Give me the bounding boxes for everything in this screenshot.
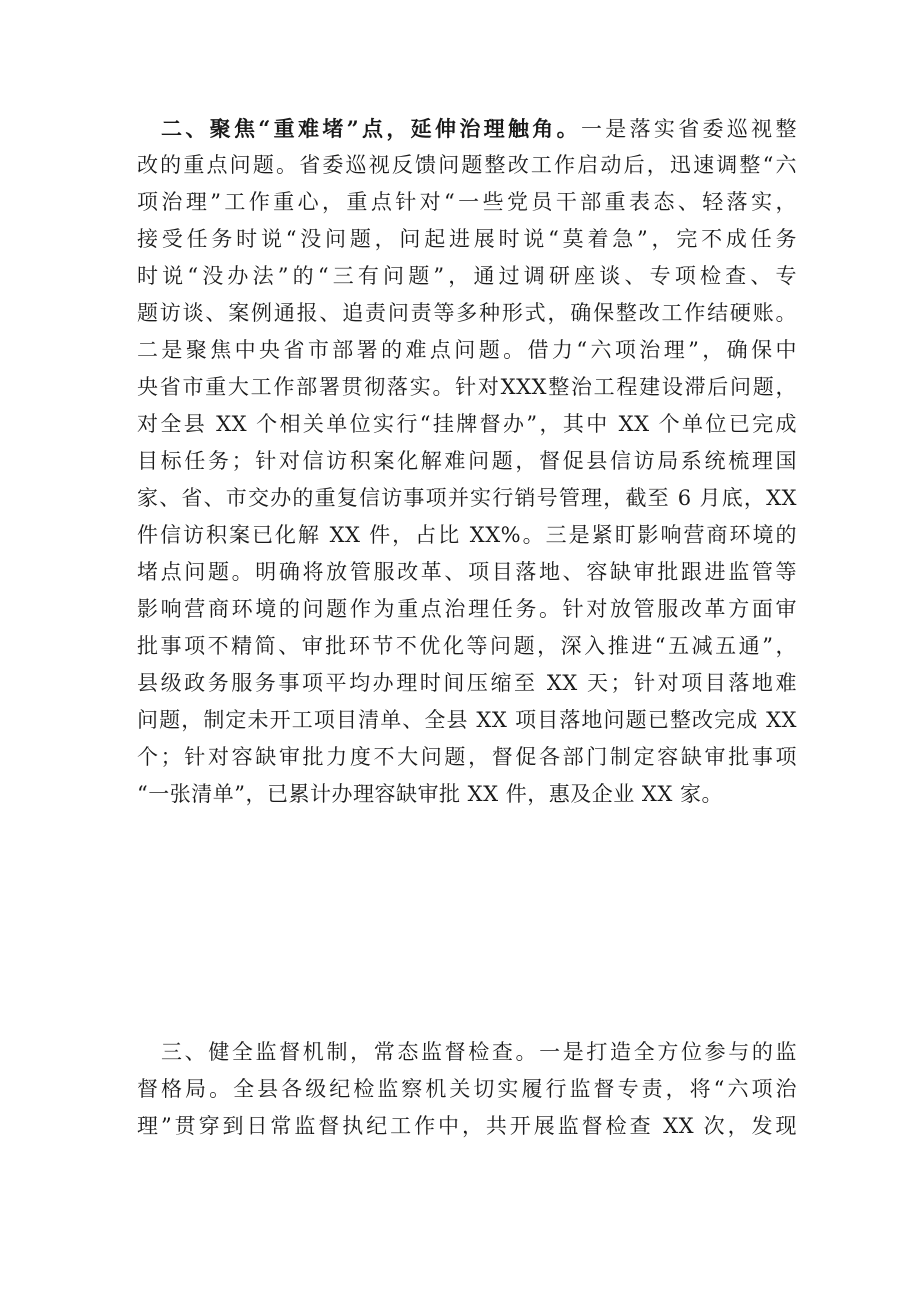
paragraph-line: 接受任务时说“没问题，问起进展时说“莫着急”，完不成任务 bbox=[137, 227, 797, 251]
paragraph-line: 件信访积案已化解 XX 件，占比 XX%。三是紧盯影响营商环境的 bbox=[137, 523, 797, 547]
paragraph-line: 时说“没办法”的“三有问题”，通过调研座谈、专项检查、专 bbox=[137, 264, 797, 288]
paragraph-line: 二是聚焦中央省市部署的难点问题。借力“六项治理”，确保中 bbox=[137, 338, 797, 362]
paragraph-line: 堵点问题。明确将放管服改革、项目落地、容缺审批跟进监管等 bbox=[137, 560, 797, 584]
paragraph-line: 影响营商环境的问题作为重点治理任务。针对放管服改革方面审 bbox=[137, 597, 797, 621]
paragraph-line: 问题，制定未开工项目清单、全县 XX 项目落地问题已整改完成 XX bbox=[137, 708, 797, 732]
paragraph-line: 督格局。全县各级纪检监察机关切实履行监督专责，将“六项治 bbox=[137, 1077, 797, 1101]
paragraph-line: 对全县 XX 个相关单位实行“挂牌督办”，其中 XX 个单位已完成 bbox=[137, 412, 797, 436]
paragraph-3-supervision bbox=[137, 1034, 797, 1145]
paragraph-line: 央省市重大工作部署贯彻落实。针对XXX整治工程建设滞后问题， bbox=[137, 375, 797, 399]
paragraph-line: 个；针对容缺审批力度不大问题，督促各部门制定容缺审批事项 bbox=[137, 745, 797, 769]
paragraph-line: 家、省、市交办的重复信访事项并实行销号管理，截至 6 月底，XX bbox=[137, 486, 797, 510]
paragraph-line: 改的重点问题。省委巡视反馈问题整改工作启动后，迅速调整“六 bbox=[137, 153, 797, 177]
paragraph-2-focus-issues bbox=[137, 110, 797, 813]
section-heading: 二、聚焦“重难堵”点，延伸治理触角。 bbox=[161, 116, 581, 141]
paragraph-line: 理”贯穿到日常监督执纪工作中，共开展监督检查 XX 次，发现 bbox=[137, 1114, 797, 1138]
paragraph-line: 目标任务；针对信访积案化解难问题，督促县信访局系统梳理国 bbox=[137, 449, 797, 473]
paragraph-line: 批事项不精简、审批环节不优化等问题，深入推进“五减五通”， bbox=[137, 634, 797, 658]
paragraph-line: “一张清单”，已累计办理容缺审批 XX 件，惠及企业 XX 家。 bbox=[137, 782, 723, 806]
line-text: 一是落实省委巡视整 bbox=[580, 117, 797, 141]
paragraph-line: 三、健全监督机制，常态监督检查。一是打造全方位参与的监 bbox=[161, 1040, 797, 1064]
paragraph-line: 题访谈、案例通报、追责问责等多种形式，确保整改工作结硬账。 bbox=[137, 301, 797, 325]
paragraph-line: 项治理”工作重心，重点针对“一些党员干部重表态、轻落实， bbox=[137, 190, 797, 214]
paragraph-line: 县级政务服务事项平均办理时间压缩至 XX 天；针对项目落地难 bbox=[137, 671, 797, 695]
paragraph-line bbox=[137, 110, 797, 147]
